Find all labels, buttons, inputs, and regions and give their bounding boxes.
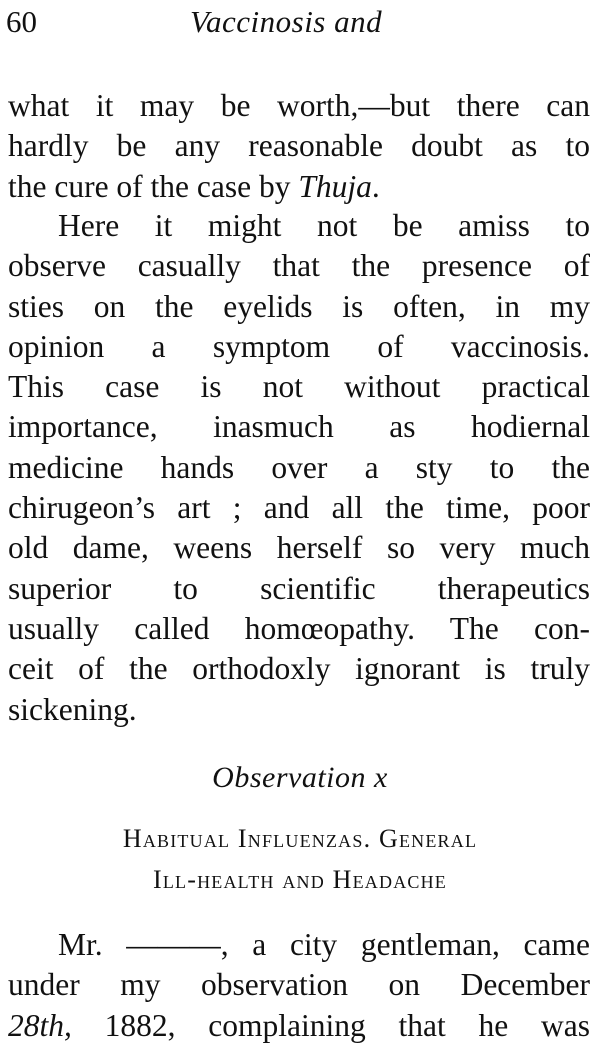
text-line: superior to scientific therapeutics — [8, 570, 590, 606]
date-ordinal: 28th, — [8, 1007, 72, 1043]
page-header — [0, 0, 600, 50]
paragraph-sties — [8, 206, 590, 730]
section-title-line: Ill-health and Headache — [152, 865, 447, 894]
text-line: usually called homœopathy. The con- — [8, 610, 590, 646]
text-line: old dame, weens herself so very much — [8, 530, 590, 566]
text-line: ceit of the orthodoxly ignorant is truly — [8, 651, 590, 687]
text-line: under my observation on December — [8, 967, 590, 1003]
section-title — [0, 818, 600, 900]
page-number: 60 — [6, 4, 37, 39]
text-line: medicine hands over a sty to the — [8, 449, 590, 485]
section-title-line: Habitual Influenzas. General — [122, 824, 478, 853]
text-line: sickening. — [8, 691, 137, 727]
text-line — [8, 167, 590, 207]
text-line: sties on the eyelids is often, in my — [8, 288, 590, 324]
text-line: Here it might not be amiss to — [58, 208, 590, 243]
text-line: hardly be any reasonable doubt as to — [8, 128, 590, 164]
text-line: opinion a symptom of vaccinosis. — [8, 328, 590, 364]
text-fragment: 1882, complaining that he was — [104, 1007, 590, 1043]
text-line: chirugeon’s art ; and all the time, poor — [8, 490, 590, 526]
paragraph-case — [8, 925, 590, 1046]
paragraph-continuation — [8, 86, 590, 207]
text-line: Mr. ———, a city gentleman, came — [58, 927, 590, 962]
end-punctuation: . — [371, 168, 380, 204]
text-line — [8, 1006, 590, 1046]
observation-heading: Observation x — [212, 761, 388, 794]
text-line: importance, inasmuch as hodiernal — [8, 409, 590, 445]
text-line: This case is not without practical — [8, 369, 590, 405]
text-line: observe casually that the presence of — [8, 248, 590, 284]
running-title: Vaccinosis and — [190, 4, 383, 39]
text-fragment: the cure of the case by — [8, 168, 291, 204]
text-line: what it may be worth,—but there can — [8, 88, 590, 123]
remedy-name: Thuja — [298, 168, 372, 204]
